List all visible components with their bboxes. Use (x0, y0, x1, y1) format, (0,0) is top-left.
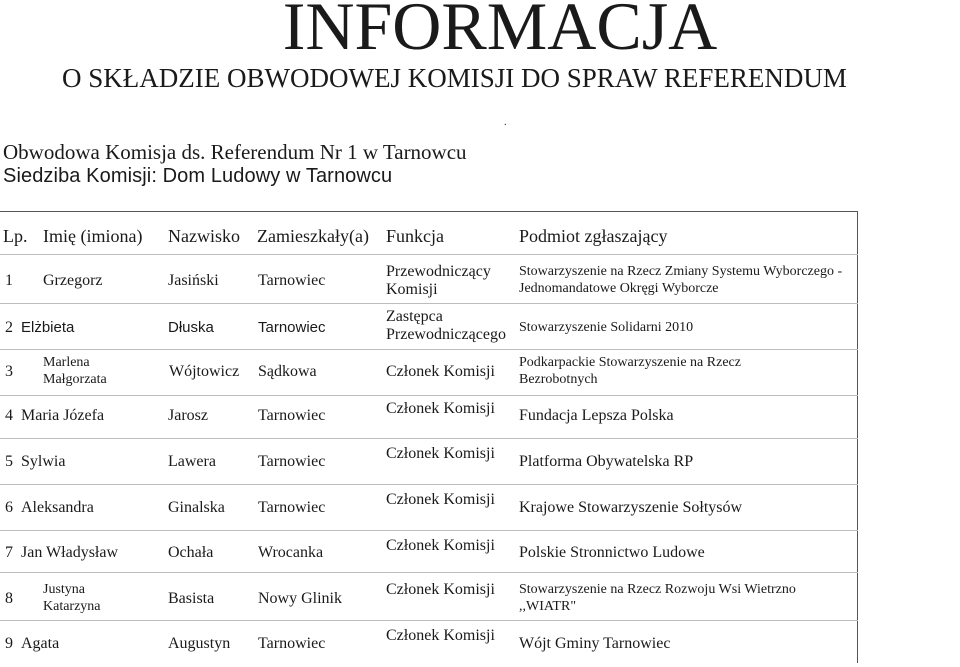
row-residence: Tarnowiec (258, 499, 326, 516)
row-first-name: Marlena Małgorzata (43, 355, 107, 387)
row-lp: 3 (5, 363, 13, 380)
document-subtitle: O SKŁADZIE OBWODOWEJ KOMISJI DO SPRAW REFERENDUM (62, 63, 847, 93)
col-header-first-name: Imię (imiona) (43, 226, 143, 246)
row-residence: Wrocanka (258, 544, 324, 561)
row-role: Członek Komisji (386, 537, 495, 554)
row-last-name: Jasiński (168, 272, 219, 289)
row-residence: Tarnowiec (258, 635, 326, 652)
row-submitter: Stowarzyszenie na Rzecz Rozwoju Wsi Wietrzno ,,WIATR" (519, 582, 796, 614)
row-divider (0, 530, 858, 531)
row-divider (0, 395, 858, 396)
row-lp: 6 (5, 499, 13, 516)
row-lp: 8 (5, 590, 13, 607)
col-header-role: Funkcja (386, 226, 444, 246)
row-residence: Sądkowa (258, 363, 317, 380)
row-divider (0, 254, 858, 255)
committee-name: Obwodowa Komisja ds. Referendum Nr 1 w Tarnowcu (3, 140, 467, 164)
document-title: INFORMACJA (282, 0, 718, 64)
row-lp: 9 (5, 635, 13, 652)
row-last-name: Dłuska (168, 319, 214, 336)
row-first-name: Elżbieta (21, 319, 75, 336)
col-header-lp: Lp. (3, 226, 28, 246)
row-submitter: Wójt Gminy Tarnowiec (519, 635, 671, 652)
row-first-name: Maria Józefa (21, 407, 105, 424)
row-divider (0, 349, 858, 350)
row-lp: 1 (5, 272, 13, 289)
row-last-name: Ginalska (168, 499, 225, 516)
col-header-residence: Zamieszkały(a) (257, 226, 369, 246)
row-role: Członek Komisji (386, 627, 495, 644)
row-lp: 2 (5, 319, 13, 336)
row-last-name: Jarosz (168, 407, 208, 424)
row-residence: Tarnowiec (258, 407, 326, 424)
row-last-name: Basista (168, 590, 215, 607)
row-first-name: Aleksandra (21, 499, 94, 516)
row-last-name: Ochała (168, 544, 214, 561)
row-first-name: Jan Władysław (21, 544, 119, 561)
row-submitter: Podkarpackie Stowarzyszenie na Rzecz Bezrobotnych (519, 355, 741, 387)
row-role: Członek Komisji (386, 400, 495, 417)
committee-seat: Siedziba Komisji: Dom Ludowy w Tarnowcu (3, 165, 393, 187)
row-lp: 4 (5, 407, 13, 424)
row-role: Przewodniczący Komisji (386, 263, 491, 298)
row-submitter: Krajowe Stowarzyszenie Sołtysów (519, 499, 743, 516)
row-divider (0, 620, 858, 621)
row-divider (0, 572, 858, 573)
row-lp: 5 (5, 453, 13, 470)
row-lp: 7 (5, 544, 13, 561)
row-first-name: Justyna Katarzyna (43, 582, 101, 614)
row-submitter: Stowarzyszenie na Rzecz Zmiany Systemu Wyborczego - Jednomandatowe Okręgi Wyborcze (519, 264, 843, 296)
row-submitter: Polskie Stronnictwo Ludowe (519, 544, 705, 561)
row-divider (0, 438, 858, 439)
row-divider (0, 303, 858, 304)
row-role: Członek Komisji (386, 581, 495, 598)
stray-dot: . (504, 117, 507, 128)
row-role: Członek Komisji (386, 491, 495, 508)
row-residence: Tarnowiec (258, 319, 326, 336)
row-first-name: Grzegorz (43, 272, 103, 289)
col-header-last-name: Nazwisko (168, 226, 240, 246)
row-submitter: Platforma Obywatelska RP (519, 453, 694, 470)
row-submitter: Stowarzyszenie Solidarni 2010 (519, 320, 694, 335)
row-residence: Tarnowiec (258, 453, 326, 470)
row-role: Członek Komisji (386, 363, 495, 380)
row-last-name: Wójtowicz (169, 363, 240, 380)
row-role: Członek Komisji (386, 445, 495, 462)
row-role: Zastępca Przewodniczącego (386, 308, 506, 343)
row-first-name: Agata (21, 635, 60, 652)
row-last-name: Augustyn (168, 635, 231, 652)
row-submitter: Fundacja Lepsza Polska (519, 407, 674, 424)
row-first-name: Sylwia (21, 453, 66, 470)
row-last-name: Lawera (168, 453, 216, 470)
row-residence: Tarnowiec (258, 272, 326, 289)
row-residence: Nowy Glinik (258, 590, 342, 607)
col-header-submitter: Podmiot zgłaszający (519, 226, 668, 246)
row-divider (0, 484, 858, 485)
